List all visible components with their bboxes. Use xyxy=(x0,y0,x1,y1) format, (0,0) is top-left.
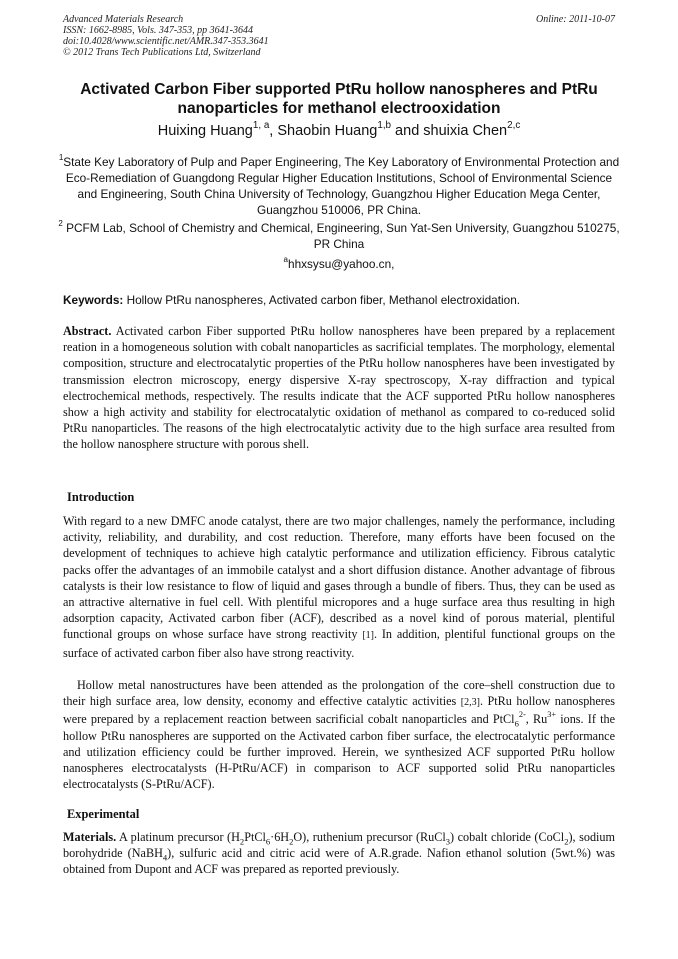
paper-title xyxy=(40,80,638,118)
author-list xyxy=(40,119,638,140)
author-2: Shaobin Huang xyxy=(277,123,378,139)
formula-sub: 6 xyxy=(514,718,519,729)
abstract-text: Activated carbon Fiber supported PtRu hollow nanospheres have been prepared by a replacement reation in a homogeneous solution with cobalt nanoparticles as sacrificial templates. The morphology, elemental composition, structure and electrocatalytic properties of the PtRu hollow nanospheres have been investigated by transmission electron microscopy, energy dispersive X-ray spectroscopy, X-ray diffraction and typical electrochemical methods, respectively. The results indicate that the ACF supported PtRu hollow nanospheres show a high activity and stability for electrocatalytic oxidation of methanol as compared to co-reduced solid PtRu nanoparticles. The reasons of the high electrocatalytic activity due to the high surface area resulted from the hollow nanosphere structure with porous shell. xyxy=(63,324,615,452)
author-2-affil: 1,b xyxy=(377,119,392,131)
affiliation-2-text: PCFM Lab, School of Chemistry and Chemical, Engineering, Sun Yat-Sen University, Guangzhou 510275, PR China xyxy=(62,221,620,251)
section-heading-experimental: Experimental xyxy=(67,807,140,821)
affiliation-2-mark: 2 xyxy=(58,218,63,228)
materials-text: ), sulfuric acid and citric acid were of A.R.grade. Nafion ethanol solution (5wt.%) was obtained from Dupont and ACF was prepared as reported previously. xyxy=(63,846,615,877)
formula-charge: 2- xyxy=(518,710,526,720)
author-sep-1: , xyxy=(269,123,278,139)
materials-text: A platinum precursor (H xyxy=(116,830,240,844)
author-sep-2: and xyxy=(391,123,424,139)
abstract xyxy=(63,323,615,453)
doi-line: doi:10.4028/www.scientific.net/AMR.347-353.3641 xyxy=(63,36,269,47)
intro-p2-text-c: , Ru xyxy=(525,712,548,727)
affiliation-1-text: State Key Laboratory of Pulp and Paper Engineering, The Key Laboratory of Environmental Protection and Eco-Remediation of Guangdong Regular Higher Education Institutions, School of Environmental Science and Engineering, South China University of Technology, Guangzhou Higher Education Mega Center, Guangzhou 510006, PR China. xyxy=(63,155,620,217)
email-mark: a xyxy=(283,254,289,264)
materials-paragraph xyxy=(63,829,615,878)
materials-text: ·6H xyxy=(270,830,290,844)
formula-charge: 3+ xyxy=(547,710,557,720)
author-3-affil: 2,c xyxy=(507,119,521,131)
online-date: Online: 2011-10-07 xyxy=(536,14,615,25)
materials-label: Materials. xyxy=(63,830,117,844)
title-line-1: Activated Carbon Fiber supported PtRu hollow nanospheres and PtRu xyxy=(80,81,598,98)
formula-sub: 2 xyxy=(289,836,294,847)
materials-text: O), ruthenium precursor (RuCl xyxy=(293,830,446,844)
intro-p2-text-d: ions. If the hollow PtRu nanospheres are supported on the Activated carbon fiber surface, the electrocatalytic performance and utilization efficiency could be further improved. Herein, we synthesized ACF supported PtRu hollow nanospheres electrocatalysts (H-PtRu/ACF) in comparison to ACF supported solid PtRu nanoparticles electrocatalysts (S-PtRu/ACF). xyxy=(63,712,615,792)
author-3: shuixia Chen xyxy=(423,123,508,139)
affiliation-2 xyxy=(55,220,623,252)
journal-name: Advanced Materials Research xyxy=(63,14,184,25)
formula-sub: 4 xyxy=(162,852,168,863)
intro-paragraph-1 xyxy=(63,513,615,661)
affiliation-1-mark: 1 xyxy=(58,152,64,162)
email-text: hhxsysu@yahoo.cn, xyxy=(288,257,395,271)
keywords-text: Hollow PtRu nanospheres, Activated carbon fiber, Methanol electroxidation. xyxy=(123,293,521,307)
intro-p1-text-b: . In addition, plentiful functional groups on the surface of activated carbon fiber also have strong reactivity. xyxy=(63,627,616,660)
citation-2-3: [2,3] xyxy=(460,697,480,709)
formula-sub: 2 xyxy=(564,836,569,847)
copyright-line: © 2012 Trans Tech Publications Ltd, Switzerland xyxy=(63,47,261,58)
issn-line: ISSN: 1662-8985, Vols. 347-353, pp 3641-3644 xyxy=(63,25,253,36)
intro-p1-text-a: With regard to a new DMFC anode catalyst, there are two major challenges, namely the performance, including activity, reliability, and durability, and cost reduction. Therefore, many efforts have been focused on the development of techniques to achieve high catalytic performance and utilization efficiency. Fibrous catalytic packs offer the advantages of an immobile catalyst and a short diffusion distance. Another advantage of fibrous catalysts is their low resistance to flow of liquid and gases through a bundle of fibers. Thus, they can be used as an attractive alternative in fuel cell. With plentiful micropores and a huge surface area thus resulting in high adsorption capacity, Activated carbon fiber (ACF), described as a novel kind of porous material, plentiful functional groups on whose surface have strong reactivity xyxy=(63,514,615,642)
materials-text: ), sodium borohydride (NaBH xyxy=(63,830,615,861)
formula-sub: 6 xyxy=(265,836,271,847)
section-heading-introduction: Introduction xyxy=(67,490,135,504)
title-line-2: nanoparticles for methanol electrooxidation xyxy=(177,100,501,117)
journal-header xyxy=(63,14,615,58)
author-email xyxy=(40,256,638,272)
affiliation-1 xyxy=(55,154,623,218)
citation-1: [1] xyxy=(362,630,374,642)
materials-text: ) cobalt chloride (CoCl xyxy=(450,830,565,844)
author-1: Huixing Huang xyxy=(157,123,253,139)
abstract-label: Abstract. xyxy=(63,324,112,338)
materials-text: PtCl xyxy=(244,830,266,844)
intro-p2-text-a: Hollow metal nanostructures have been attended as the prolongation of the core–shell construction due to their high surface area, low density, economy and effective catalytic activities xyxy=(63,678,615,709)
intro-paragraph-2 xyxy=(63,677,615,792)
keywords xyxy=(63,292,618,308)
author-1-affil: 1, a xyxy=(252,119,270,131)
formula-sub: 3 xyxy=(445,836,451,847)
keywords-label: Keywords: xyxy=(63,293,124,307)
intro-p2-text-b: . PtRu hollow nanospheres were prepared by a replacement reaction between sacrificial cobalt nanoparticles and PtCl xyxy=(63,694,616,727)
formula-sub: 2 xyxy=(239,836,245,847)
